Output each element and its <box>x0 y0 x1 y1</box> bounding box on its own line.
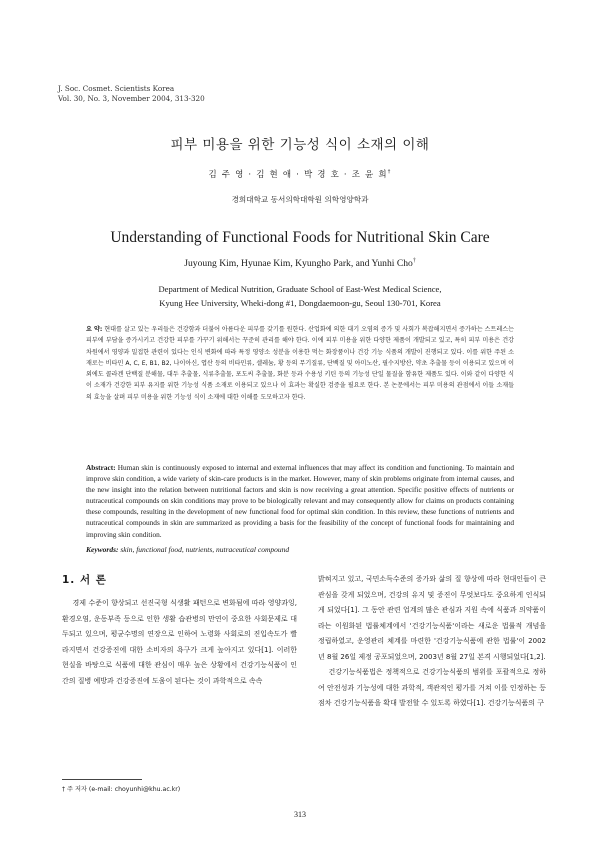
authors-english <box>0 258 600 269</box>
abstract-korean <box>86 324 514 403</box>
authors-korean <box>0 168 600 180</box>
body-paragraph: 경제 수준이 향상되고 선진국형 식생활 패턴으로 변화됨에 따라 영양과잉, 환경오염, 운동부족 등으로 인한 생활 습관병의 만연이 중요한 사회문제로 대두되고 있으며, 평균수명의 연장으로 인하여 노령화 사회로의 진입속도가 빨라지면서 건강증진에 대한 소비자의 욕구가 크게 높아지고 있다[1]. 이러한 현실을 바탕으로 식품에 대한 관심이 매우 높은 상황에서 건강기능식품이 인간의 질병 예방과 건강증진에 도움이 된다는 것이 과학적으로 속속 <box>62 599 297 685</box>
affiliation-english-line1: Department of Medical Nutrition, Graduate School of East-West Medical Science, <box>158 284 442 294</box>
authors-korean-names: 김 주 영 · 김 현 애 · 박 경 호 · 조 윤 희 <box>208 170 388 180</box>
corresponding-mark-en: † <box>412 258 416 264</box>
abstract-korean-label: 요 약: <box>86 326 103 333</box>
abstract-english-text: Human skin is continuously exposed to internal and external influences that may affect its condition and functioning. To maintain and improve skin condition, a wide variety of skin-care products is in the market. However, many of skin problems originate from internal causes, and the new insight into the relation between nutritional factors and skin is now receiving a great attention. Specific positive effects of nutrients or nutraceutical compounds on skin conditions may prove to be biologically relevant and may consequently allow for claims on products containing these compounds, resulting in the development of new functional food for optimal skin condition. In this review, these functions of nutrients and nutraceutical compounds in skin are summarized as providing a basis for the feasibility of the concept of functional foods for maintaining and improving skin condition. <box>86 463 514 539</box>
abstract-english <box>86 462 514 540</box>
abstract-korean-text: 현대를 살고 있는 우리들은 건강함과 더불어 아름다운 피부를 갖기를 원한다. 산업화에 의한 대기 오염의 증가 및 사회가 복잡해지면서 증가하는 스트레스는 피부에 부담을 증가시키고 건강한 피부를 가꾸기 위해서는 꾸준히 관리를 해야 한다. 이에 피부 미용을 위한 다양한 제품이 개발되고 있고, 특히 피부 미용은 건강 차원에서 영양과 밀접한 관련이 있다는 인식 변화에 따라 특정 영양소 성분을 이용한 먹는 화장품이나 건강 기능 식품의 개발이 진행되고 있다. 이를 위한 주된 소재로는 비타민 A, C, E, B1, B2, 나이아신, 엽산 등의 비타민류, 셀레늄, 황 등의 무기질류, 단백질 및 아미노산, 필수지방산, 약초 추출물 등이 이용되고 있으며 이외에도 콜라겐 단백질 분해물, 대두 추출물, 식류추출물, 포도씨 추출물, 화분 등과 수용성 키틴 등의 기능성 단일 물질을 함유한 제품도 있다. 이와 같이 다양한 식이 소재가 건강한 피부 유지를 위한 기능성 식품 소재로 이용되고 있으나 이 효과는 확실한 검증을 필요로 한다. 본 논문에서는 피부 미용의 관점에서 이들 소재들의 효능을 살펴 피부 미용을 위한 기능성 식이 소재에 대한 이해를 도모하고자 한다. <box>86 326 515 401</box>
body-column-right <box>318 572 546 712</box>
body-paragraph: 밝혀지고 있고, 국민소득수준의 증가와 삶의 질 향상에 따라 현대인들이 큰 관심을 갖게 되었으며, 건강의 유지 및 증진이 무엇보다도 중요하게 인식되게 되었다[1]. 그 동안 관련 업계의 많은 관심과 지원 속에 식품과 의약품이라는 이원화된 법률체계에서 '건강기능식품'이라는 새로운 법률적 개념을 정립하였고, 운영관리 체계를 마련한 '건강기능식품에 관한 법률'이 2002년 8월 26일 제정 공포되었으며, 2003년 8월 27일 본격 시행되었다[1,2]. <box>318 575 546 661</box>
title-korean: 피부 미용을 위한 기능성 식이 소재의 이해 <box>170 137 430 153</box>
page-number: 313 <box>294 810 306 819</box>
section-heading-intro: 1. 서 론 <box>62 574 107 586</box>
corresponding-mark: † <box>387 169 392 176</box>
keywords-text: skin, functional food, nutrients, nutraceutical compound <box>120 545 290 554</box>
affiliation-english <box>0 282 600 310</box>
body-column-left <box>62 596 297 689</box>
footnote: † 주 저자 (e-mail: choyunhi@khu.ac.kr) <box>62 786 181 793</box>
journal-name: J. Soc. Cosmet. Scientists Korea <box>58 84 175 93</box>
keywords <box>86 545 514 554</box>
body-paragraph: 건강기능식품법은 정책적으로 건강기능식품의 범위를 포괄적으로 정하여 안전성과 기능성에 대한 과학적, 객관적인 평가를 거쳐 이를 인정하는 등 점차 건강기능식품을 확대 발전할 수 있도록 하였다[1]. 건강기능식품의 구 <box>318 668 546 707</box>
authors-english-names: Juyoung Kim, Hyunae Kim, Kyungho Park, and Yunhi Cho <box>184 258 413 270</box>
title-english: Understanding of Functional Foods for Nutritional Skin Care <box>110 229 490 246</box>
keywords-label: Keywords: <box>86 545 119 554</box>
affiliation-korean: 경희대학교 동서의학대학원 의학영양학과 <box>231 195 369 204</box>
journal-header <box>58 84 205 103</box>
footnote-divider <box>62 779 142 780</box>
affiliation-english-line2: Kyung Hee University, Wheki-dong #1, Dongdaemoon-gu, Seoul 130-701, Korea <box>159 298 441 308</box>
journal-volume: Vol. 30, No. 3, November 2004, 313-320 <box>58 93 205 103</box>
abstract-english-label: Abstract: <box>86 463 116 472</box>
